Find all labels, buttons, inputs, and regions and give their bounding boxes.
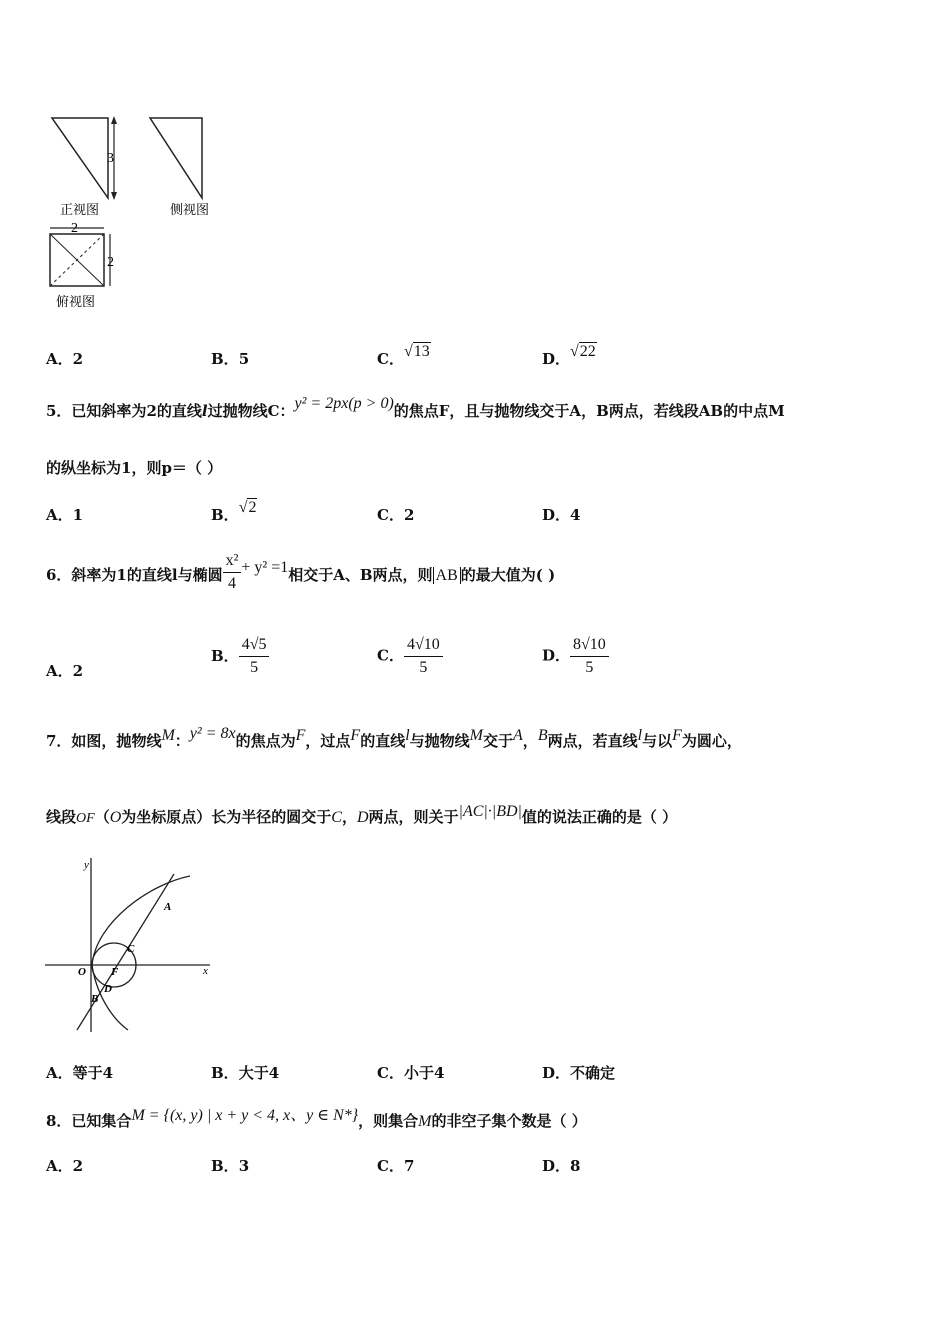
dim-width-label: 2	[71, 221, 78, 236]
parabola-curve	[92, 876, 190, 1030]
svg-text:x: x	[203, 965, 208, 977]
q6-option-d[interactable]: D． $\frac{8√10}{5}$	[542, 636, 609, 677]
q7-stem-line1: 7．如图，抛物线M：y² = 8x的焦点为F，过点F的直线l与抛物线M交于A，B两点，若直线l与以F为圆心，	[46, 725, 742, 750]
svg-text:C: C	[127, 943, 135, 955]
svg-text:O: O	[78, 966, 86, 978]
q7-option-c[interactable]: C．小于4	[377, 1064, 445, 1082]
q7-stem-line2: 线段OF（O为坐标原点）长为半径的圆交于C，D两点，则关于|AC|·|BD|值的说法正确的是（ ）	[46, 803, 678, 826]
q5-option-a[interactable]: A．1	[46, 506, 84, 524]
q8-option-c[interactable]: C．7	[377, 1157, 415, 1175]
q5-stem-line1: 5．已知斜率为2的直线l过抛物线C：y² = 2px(p > 0)的焦点F，且与抛物线交于A，B两点，若线段AB的中点M	[46, 395, 785, 420]
q8-stem: 8．已知集合M = {(x, y) | x + y < 4, x、y ∈ N*}，则集合M的非空子集个数是（ ）	[46, 1107, 587, 1130]
side-view-shape	[150, 118, 202, 198]
q7-parabola-figure	[40, 852, 220, 1037]
front-view-shape	[52, 118, 108, 198]
q7-option-d[interactable]: D．不确定	[542, 1064, 616, 1082]
side-view-label: 侧视图	[170, 203, 210, 218]
q8-option-d[interactable]: D．8	[542, 1157, 581, 1175]
q4-option-c[interactable]: C．√13	[377, 343, 430, 368]
dim-height-label: 3	[107, 151, 114, 166]
q4-option-a[interactable]: A．2	[46, 350, 84, 368]
q8-option-b[interactable]: B．3	[211, 1157, 250, 1175]
q7-option-b[interactable]: B．大于4	[211, 1064, 280, 1082]
svg-text:A: A	[164, 901, 172, 913]
q5-option-c[interactable]: C．2	[377, 506, 415, 524]
q6-option-b[interactable]: B． $\frac{4√5}{5}$	[211, 636, 269, 677]
svg-text:B: B	[91, 993, 99, 1005]
q7-option-a[interactable]: A．等于4	[46, 1064, 114, 1082]
q4-option-b[interactable]: B．5	[211, 350, 250, 368]
q6-stem: 6．斜率为1的直线l与椭圆 $\frac{\text{x²}}{4}$ + y² =1相交于A、B两点，则 AB 的最大值为( )	[46, 552, 556, 592]
q4-option-d[interactable]: D．√22	[542, 343, 596, 368]
q5-option-b[interactable]: B．√2	[211, 499, 257, 524]
q5-option-d[interactable]: D．4	[542, 506, 581, 524]
q6-option-c[interactable]: C． $\frac{4√10}{5}$	[377, 636, 443, 677]
three-view-figure	[40, 110, 240, 315]
q5-stem-line2: 的纵坐标为1，则p＝（ ）	[46, 459, 223, 477]
q6-option-a[interactable]: A．2	[46, 662, 84, 680]
svg-text:F: F	[111, 966, 119, 978]
top-view-label: 俯视图	[56, 295, 96, 310]
front-view-label: 正视图	[60, 203, 100, 218]
q8-option-a[interactable]: A．2	[46, 1157, 84, 1175]
svg-text:y: y	[84, 859, 89, 871]
svg-text:D: D	[104, 983, 112, 995]
dim-depth-label: 2	[107, 255, 114, 270]
